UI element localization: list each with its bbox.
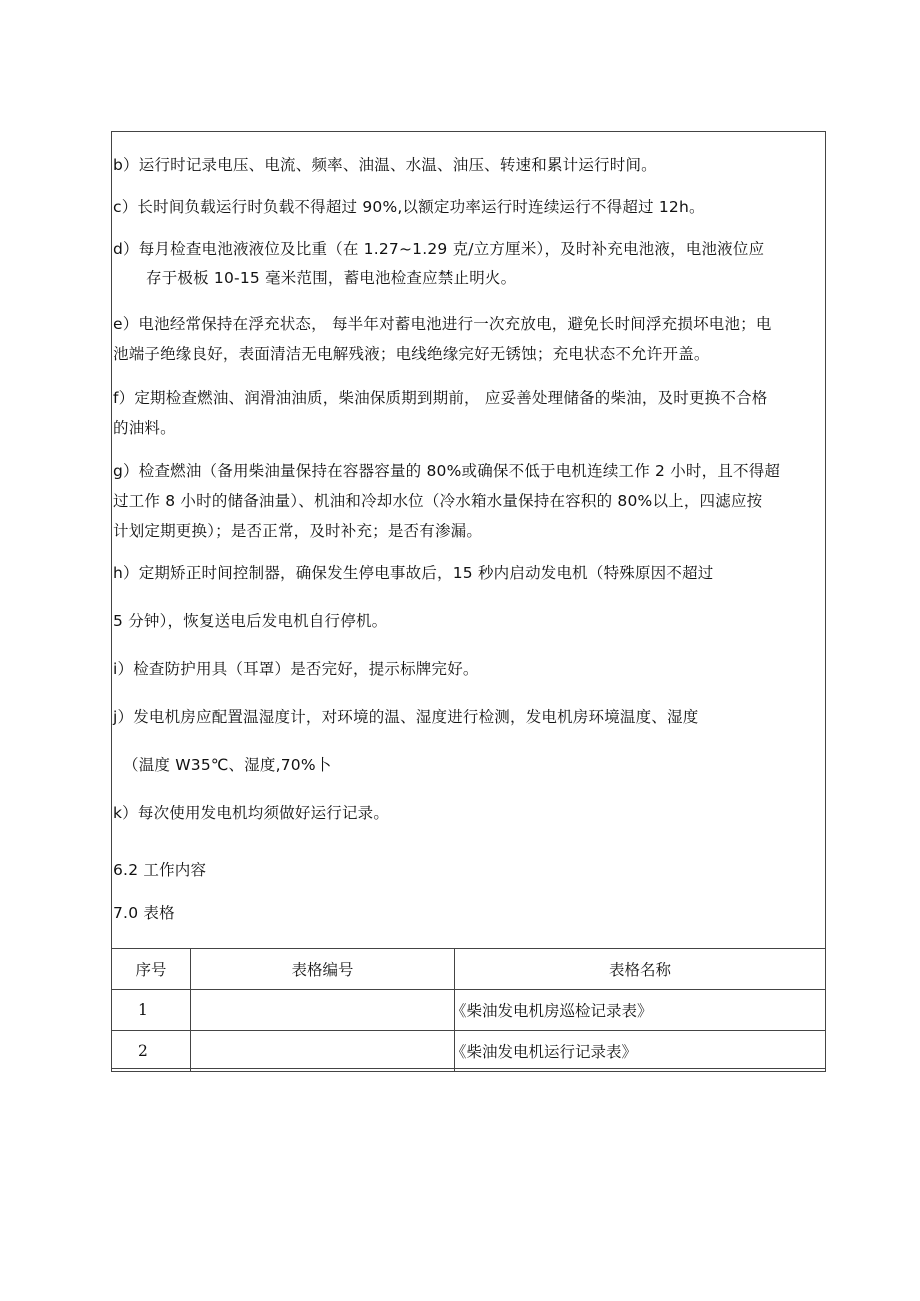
paragraph-b: b）运行时记录电压、电流、频率、油温、水温、油压、转速和累计运行时间。 <box>113 156 657 174</box>
section-6-2-heading: 6.2 工作内容 <box>113 861 207 879</box>
paragraph-h-line2: 5 分钟），恢复送电后发电机自行停机。 <box>113 612 388 630</box>
table-row <box>112 990 826 1031</box>
paragraph-k: k）每次使用发电机均须做好运行记录。 <box>113 804 390 822</box>
table-header-row <box>112 949 826 990</box>
header-code: 表格编号 <box>191 949 455 990</box>
header-seq: 序号 <box>112 949 191 990</box>
paragraph-d-line2: 存于极板 10-15 毫米范围，蓄电池检查应禁止明火。 <box>146 269 517 287</box>
paragraph-j-line1: j）发电机房应配置温湿度计，对环境的温、湿度进行检测，发电机房环境温度、湿度 <box>113 708 699 726</box>
row-name <box>451 990 826 1031</box>
forms-table <box>111 948 826 1072</box>
paragraph-f-line1: f）定期检查燃油、润滑油油质，柴油保质期到期前， 应妥善处理储备的柴油，及时更换不合格 <box>113 389 768 407</box>
paragraph-d-line1: d）每月检查电池液液位及比重（在 1.27~1.29 克/立方厘米），及时补充电池液，电池液位应 <box>113 240 765 258</box>
paragraph-i: i）检查防护用具（耳罩）是否完好，提示标牌完好。 <box>113 660 479 678</box>
section-7-0-heading: 7.0 表格 <box>113 904 175 922</box>
row-name-text: 《柴油发电机运行记录表》 <box>451 1043 638 1061</box>
paragraph-e-line1: e）电池经常保持在浮充状态， 每半年对蓄电池进行一次充放电，避免长时间浮充损坏电池；电 <box>113 315 772 333</box>
paragraph-g-line2: 过工作 8 小时的储备油量）、机油和冷却水位（冷水箱水量保持在容积的 80%以上，四滤应按 <box>113 492 763 510</box>
paragraph-f-line2: 的油料。 <box>113 419 176 437</box>
row-code <box>191 990 455 1031</box>
paragraph-j-line2: （温度 W35℃、湿度,70%卜 <box>123 756 332 774</box>
paragraph-g-line3: 计划定期更换）；是否正常，及时补充；是否有渗漏。 <box>113 522 483 540</box>
paragraph-c: c）长时间负载运行时负载不得超过 90%,以额定功率运行时连续运行不得超过 12h。 <box>113 198 705 216</box>
paragraph-g-line1: g）检查燃油（备用柴油量保持在容器容量的 80%或确保不低于电机连续工作 2 小时，且不得超 <box>113 462 781 480</box>
paragraph-h-line1: h）定期矫正时间控制器，确保发生停电事故后，15 秒内启动发电机（特殊原因不超过 <box>113 564 714 582</box>
row-name-text: 《柴油发电机房巡检记录表》 <box>451 1002 653 1020</box>
row-code <box>191 1031 455 1072</box>
row-name <box>451 1031 826 1072</box>
header-name: 表格名称 <box>455 949 826 990</box>
table-row <box>112 1031 826 1072</box>
paragraph-e-line2: 池端子绝缘良好，表面清洁无电解残液；电线绝缘完好无锈蚀；充电状态不允许开盖。 <box>113 345 710 363</box>
row-seq: 1 <box>112 990 191 1031</box>
row-seq: 2 <box>112 1031 191 1072</box>
